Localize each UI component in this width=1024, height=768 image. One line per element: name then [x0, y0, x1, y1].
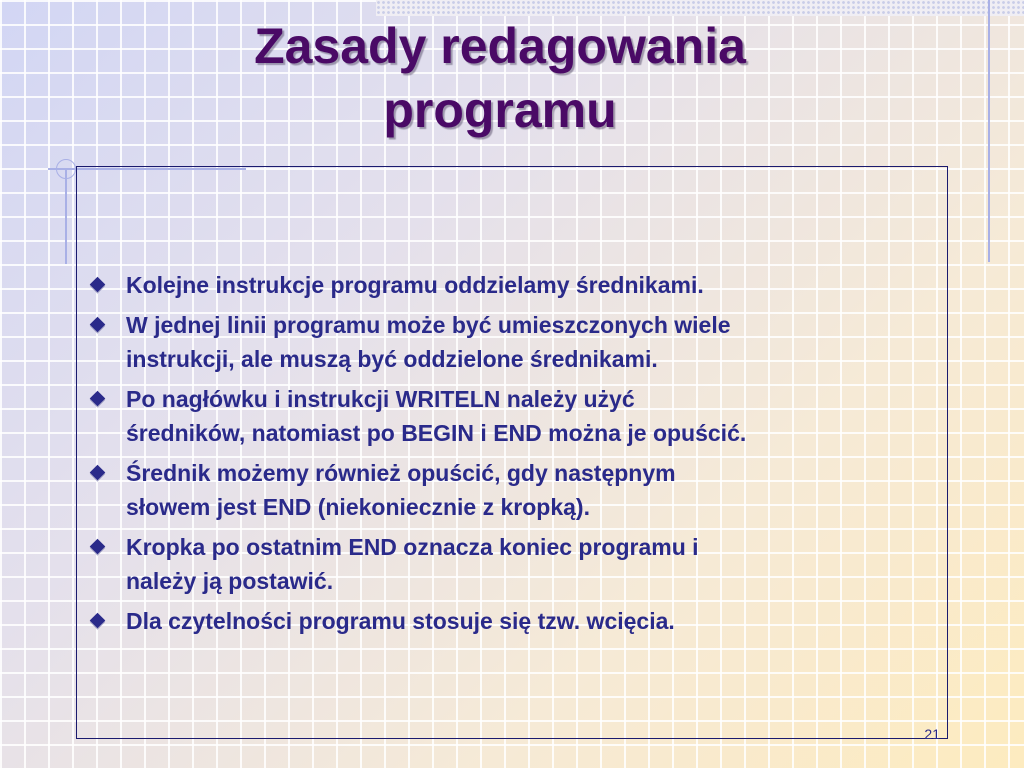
slide-title-line-2: programu [383, 82, 617, 138]
diamond-bullet-icon [90, 317, 106, 333]
list-item [86, 382, 936, 450]
diamond-bullet-icon [90, 391, 106, 407]
decorative-vertical-line [988, 0, 990, 262]
list-item [86, 530, 936, 598]
bullet-text-line: W jednej linii programu może być umieszczonych wiele [126, 312, 731, 338]
diamond-bullet-icon [90, 465, 106, 481]
bullet-text-line: instrukcji, ale muszą być oddzielone średnikami. [126, 346, 658, 372]
list-item [86, 308, 936, 376]
list-item [86, 456, 936, 524]
diamond-bullet-icon [90, 539, 106, 555]
bullet-text-line: Średnik możemy również opuścić, gdy następnym [126, 460, 676, 486]
bullet-text-line: Kolejne instrukcje programu oddzielamy średnikami. [126, 272, 704, 298]
bullet-text-line: średników, natomiast po BEGIN i END można je opuścić. [126, 420, 747, 446]
slide-title [160, 14, 840, 142]
decorative-short-vertical-line [65, 168, 67, 264]
list-item [86, 268, 936, 302]
bullet-text-line: Po nagłówku i instrukcji WRITELN należy użyć [126, 386, 635, 412]
bullet-text-line: należy ją postawić. [126, 568, 334, 594]
list-item [86, 604, 936, 638]
bullet-text-line: słowem jest END (niekoniecznie z kropką). [126, 494, 590, 520]
diamond-bullet-icon [90, 277, 106, 293]
bullet-text-line: Kropka po ostatnim END oznacza koniec programu i [126, 534, 699, 560]
bullet-list [86, 268, 936, 644]
page-number: 21 [924, 726, 940, 742]
bullet-text-line: Dla czytelności programu stosuje się tzw. wcięcia. [126, 608, 675, 634]
diamond-bullet-icon [90, 613, 106, 629]
slide-title-line-1: Zasady redagowania [254, 18, 746, 74]
